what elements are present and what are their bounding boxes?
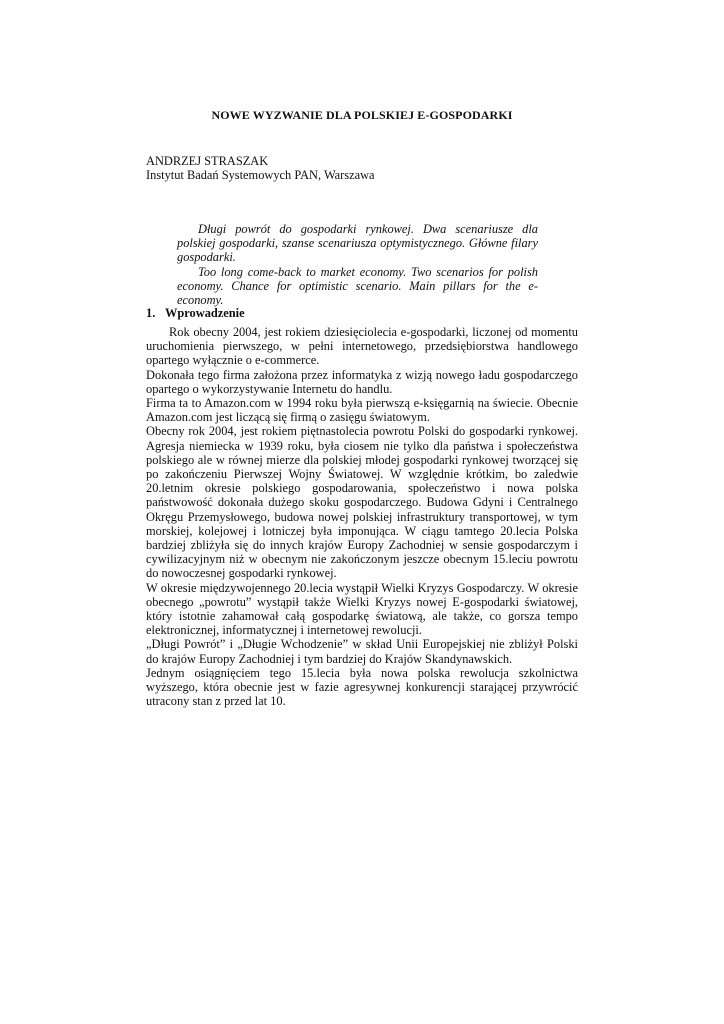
- paragraph: Obecny rok 2004, jest rokiem piętnastolecia powrotu Polski do gospodarki rynkowej. Agresja niemiecka w 1939 roku, była ciosem nie tylko dla państwa i społeczeństwa polskiego ale w równej mierze dla polskiej młodej gospodarki rynkowej tworzącej się po zakończeniu Pierwszej Wojny Światowej. W względnie krótkim, bo zaledwie 20.letnim okresie polskiego gospodarowania, społeczeństwo i nowa polska państwowość dokonała dużego skoku gospodarczego. Budowa Gdyni i Centralnego Okręgu Przemysłowego, budowa nowej polskiej infrastruktury transportowej, w tym morskiej, kolejowej i lotniczej była imponująca. W ciągu tamtego 20.lecia Polska bardziej zbliżyła się do innych krajów Europy Zachodniej w sensie gospodarczym i cywilizacyjnym niż w obecnym nie zakończonym jeszcze obecnym 15.leciu powrotu do nowoczesnej gospodarki rynkowej.: [146, 424, 578, 581]
- document-title: NOWE WYZWANIE DLA POLSKIEJ E-GOSPODARKI: [211, 108, 513, 122]
- abstract-polish: Długi powrót do gospodarki rynkowej. Dwa scenariusze dla polskiej gospodarki, szanse scenariusza optymistycznego. Główne filary gospodarki.: [177, 222, 538, 265]
- author-affiliation: Instytut Badań Systemowych PAN, Warszawa: [146, 168, 375, 183]
- paragraph: Dokonała tego firma założona przez informatyka z wizją nowego ładu gospodarczego opartego o wykorzystywanie Internetu do handlu.: [146, 367, 578, 396]
- paragraph: „Długi Powrót” i „Długie Wchodzenie” w skład Unii Europejskiej nie zbliżył Polski do krajów Europy Zachodniej i tym bardziej do Krajów Skandynawskich.: [146, 637, 578, 666]
- paragraph: Rok obecny 2004, jest rokiem dziesięciolecia e-gospodarki, liczonej od momentu uruchomienia pierwszego, w pełni internetowego, przedsiębiorstwa handlowego opartego wyłącznie o e-commerce.: [146, 325, 578, 368]
- author-name: ANDRZEJ STRASZAK: [146, 154, 269, 168]
- body-text: [146, 325, 578, 708]
- author-block: [146, 154, 375, 182]
- section-title: Wprowadzenie: [165, 306, 245, 320]
- paragraph: Firma ta to Amazon.com w 1994 roku była pierwszą e-księgarnią na świecie. Obecnie Amazon.com jest liczącą się firmą o zasięgu światowym.: [146, 396, 578, 425]
- paragraph: W okresie międzywojennego 20.lecia wystąpił Wielki Kryzys Gospodarczy. W okresie obecnego „powrotu” wystąpił także Wielki Kryzys nowej E-gospodarki światowej, który istotnie zahamował całą gospodarkę światową, ale także, co gorsza tempo elektronicznej, informatycznej i internetowej rewolucji.: [146, 580, 578, 638]
- section-number: 1.: [146, 306, 156, 320]
- abstract: [177, 222, 538, 307]
- paragraph: Jednym osiągnięciem tego 15.lecia była nowa polska rewolucja szkolnictwa wyższego, która obecnie jest w fazie agresywnej konkurencji starającej przywrócić utracony stan z przed lat 10.: [146, 665, 578, 709]
- section-heading: [146, 306, 245, 320]
- abstract-english: Too long come-back to market economy. Two scenarios for polish economy. Chance for optimistic scenario. Main pillars for the e-economy.: [177, 264, 538, 308]
